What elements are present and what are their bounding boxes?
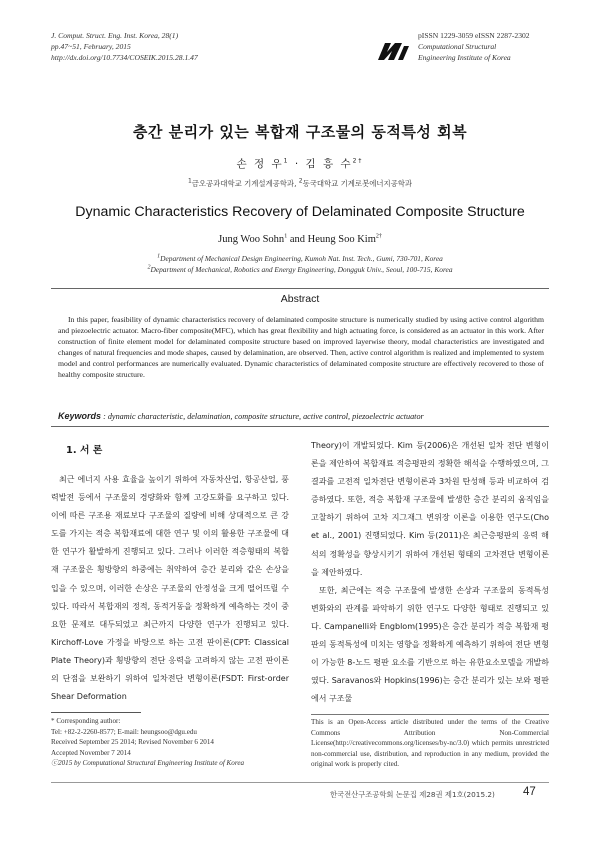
- keywords-line: [58, 411, 544, 421]
- license-rule: [311, 714, 549, 715]
- author-name: Jung Woo Sohn: [218, 234, 285, 245]
- society-line: Engineering Institute of Korea: [418, 53, 511, 62]
- authors-korean: [0, 156, 600, 171]
- footer-journal: 한국전산구조공학회 논문집 제28권 제1호(2015.2): [330, 790, 495, 799]
- citation-line: J. Comput. Struct. Eng. Inst. Korea, 28(1): [51, 31, 179, 40]
- abstract-text: In this paper, feasibility of dynamic characteristics recovery of delaminated composite structure is numerically studied by using active control algorithm and piezoelectric actuator. Macro-fiber composite(MFC), which has great flexibility and high actuating force, is considered as an actuator in this work. After construction of finite element model for delaminated composite structure based on improved layerwise theory, modal characteristics are investigated and changes of natural frequencies and mode shapes, caused by delamination, are observed. Then, active control algorithm is realized and implemented to system model and control performances are numerically evaluated. Dynamic characteristics of delaminated composite structure are effectively recovered to those of healthy composite structure.: [58, 315, 544, 380]
- author-sup: 2†: [352, 157, 364, 165]
- author-name: 김 흥 수: [305, 158, 353, 170]
- affil-text: 동국대학교 기계로봇에너지공학과: [302, 179, 413, 188]
- affiliation-english: [0, 253, 600, 275]
- author-sup: 2†: [375, 233, 382, 240]
- corresponding-label: * Corresponding author:: [51, 717, 121, 725]
- abstract-heading: Abstract: [280, 293, 320, 305]
- footnote-rule: [51, 712, 141, 713]
- issn-block: [418, 30, 530, 63]
- body-column-right: [311, 437, 549, 708]
- license-note: This is an Open-Access article distributed under the terms of the Creative Commons Attribution Non-Commercial License(http://creativecommons.org/licenses/by-nc/3.0) which permits unrestricted non-commercial use, distribution, and reproduction in any medium, provided the original work is properly cited.: [311, 718, 549, 769]
- society-line: Computational Structural: [418, 42, 497, 51]
- body-column-left: [51, 471, 289, 706]
- affil-sup: 1: [157, 253, 161, 260]
- author-sup: 1: [283, 157, 290, 165]
- affil-sup: 1: [187, 177, 192, 185]
- paragraph: 또한, 최근에는 적층 구조물에 발생한 손상과 구조물의 동적특성 변화와의 관계를 파악하기 위한 연구도 다양한 형태로 진행되고 있다. Campanelli와 Engblom(1995)은 층간 분리가 적층 복합재 평판의 동적특성에 미치는 영향을 정확하게 예측하기 위하여 전단 변형이 가능한 8-노드 평판 요소를 기반으로 하는 유한요소모델을 개발하였다. Saravanos와 Hopkins(1996)는 층간 분리가 있는 보와 평판에서 구조물: [311, 585, 549, 704]
- author-separator: ·: [289, 158, 306, 170]
- author-sup: 1: [284, 233, 288, 240]
- accepted-line: Accepted November 7 2014: [51, 748, 131, 757]
- affil-sup: 2: [147, 264, 151, 271]
- footer-rule: [51, 782, 549, 783]
- society-logo: [376, 40, 410, 62]
- paragraph: 최근 에너지 사용 효율을 높이기 위하여 자동차산업, 항공산업, 풍력발전 등에서 구조물의 경량화와 함께 고강도화를 요구하고 있다. 이에 따른 구조용 재료보다 구조물의 질량에 비해 상대적으로 큰 강도를 가지는 적층 복합재료에 대한 연구 및 이의 활용한 구조물에 대한 연구가 활발하게 진행되고 있다. 그러나 이러한 적층형태의 복합재 구조물은 횡방향의 하중에는 취약하여 층간 분리와 같은 손상을 입을 수 있으며, 이러한 손상은 구조물의 안정성을 크게 떨어뜨릴 수 있다. 따라서 복합재의 정적, 동적거동을 정확하게 예측하는 것이 중요한 문제로 대두되었고 최근까지 다양한 연구가 진행되고 있다. Kirchoff-Love 가정을 바탕으로 하는 고전 판이론(CPT: Classical Plate Theory)과 횡방향의 전단 응력을 고려하지 않는 고전 판이론의 단점을 보완하기 위하여 일차전단 변형이론(FSDT: First-order Shear Deformation: [51, 475, 289, 702]
- author-separator: and: [287, 234, 308, 245]
- author-name: Heung Soo Kim: [307, 234, 376, 245]
- contact-line: Tel: +82-2-2260-8577; E-mail: heungsoo@dgu.edu: [51, 727, 197, 736]
- issn-line: pISSN 1229-3059 eISSN 2287-2302: [418, 31, 530, 40]
- affiliation-korean: [0, 178, 600, 189]
- authors-english: [0, 234, 600, 245]
- affiliation-line: [0, 253, 600, 264]
- section-heading: 1. 서 론: [66, 445, 103, 456]
- title-korean: 층간 분리가 있는 복합재 구조물의 동적특성 회복: [132, 123, 468, 141]
- journal-citation: [51, 30, 198, 63]
- title-english: Dynamic Characteristics Recovery of Delaminated Composite Structure: [75, 204, 525, 220]
- keywords-label: Keywords: [58, 411, 102, 421]
- page-number: 47: [523, 786, 536, 798]
- corresponding-footnote: [51, 716, 301, 769]
- copyright-line: ⓒ2015 by Computational Structural Engineering Institute of Korea: [51, 759, 245, 768]
- affil-text: Department of Mechanical, Robotics and Energy Engineering, Dongguk Univ., Seoul, 100-715, Korea: [150, 265, 453, 274]
- affiliation-line: [0, 264, 600, 275]
- abstract-bottom-rule: [51, 426, 549, 427]
- citation-line: pp.47~51, February, 2015: [51, 42, 131, 51]
- keywords-text: : dynamic characteristic, delamination, composite structure, active control, piezoelectric actuator: [101, 412, 424, 421]
- affil-text: Department of Mechanical Design Engineering, Kumoh Nat. Inst. Tech., Gumi, 730-701, Korea: [160, 254, 443, 263]
- affil-text: 금오공과대학교 기계설계공학과,: [191, 179, 299, 188]
- paragraph: Theory)이 개발되었다. Kim 등(2006)은 개선된 일차 전단 변형이론을 제안하여 복합재료 적층평판의 정확한 해석을 수행하였으며, 그 결과를 고전적 일차전단 변형이론과 3차원 탄성해 등과 비교하여 검증하였다. 또한, 적층 복합재 구조물에 발생한 층간 분리의 움직임을 고찰하기 위하여 고차 지그재그 변위장 이론을 이용한 연구도(Cho et al., 2001) 진행되었다. Kim 등(2011)은 최근층평판의 응력 해석의 정확성을 향상시키기 위하여 개선된 형태의 고차전단 변형이론을 제안하였다.: [311, 441, 549, 577]
- doi-link[interactable]: http://dx.doi.org/10.7734/COSEIK.2015.28.1.47: [51, 53, 198, 62]
- author-name: 손 정 우: [236, 158, 284, 170]
- received-line: Received September 25 2014; Revised November 6 2014: [51, 738, 214, 747]
- affil-sup: 2: [298, 177, 303, 185]
- abstract-top-rule: [51, 288, 549, 289]
